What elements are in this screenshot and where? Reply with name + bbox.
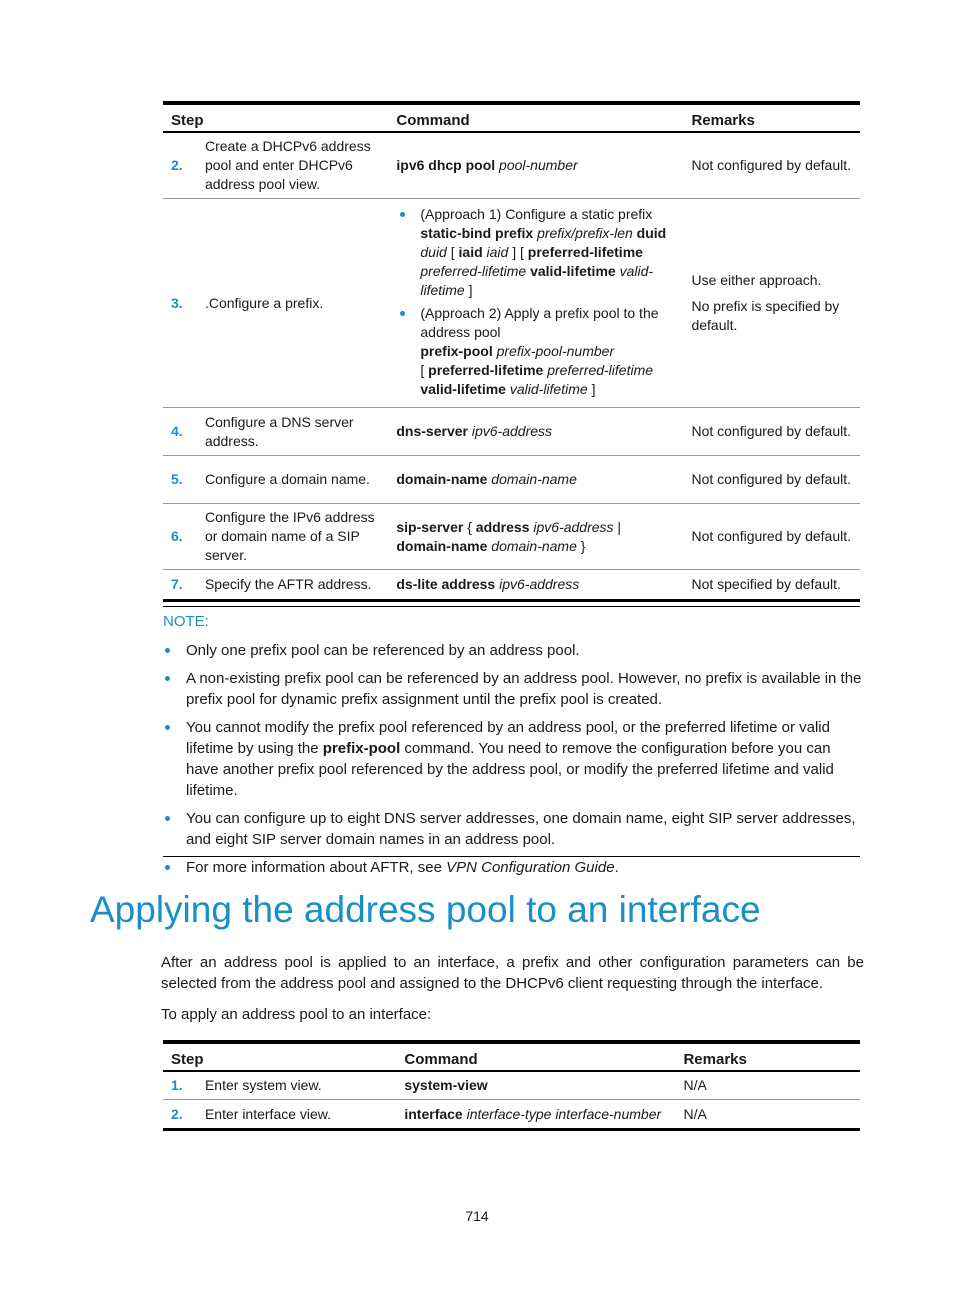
section-paragraph: After an address pool is applied to an interface, a prefix and other configuration parameters can be selected from the address pool and assigned to the DHCPv6 client requesting through the interface. bbox=[161, 954, 864, 992]
command-keyword: static-bind prefix bbox=[420, 225, 534, 241]
command-argument: prefix-pool-number bbox=[496, 343, 615, 359]
note-command: prefix-pool bbox=[322, 740, 401, 757]
command-bracket: ] bbox=[591, 381, 596, 397]
page-number: 714 bbox=[465, 1208, 489, 1224]
apply-pool-table bbox=[163, 1040, 860, 1131]
remarks-line: Use either approach. bbox=[691, 272, 822, 288]
table-row bbox=[163, 1100, 860, 1130]
command-argument: valid-lifetime bbox=[509, 381, 588, 397]
command-argument: ipv6-address bbox=[471, 423, 553, 439]
table-row bbox=[163, 1071, 860, 1100]
remarks-line: No prefix is specified by default. bbox=[691, 298, 840, 333]
step-number: 5. bbox=[163, 456, 197, 504]
command-keyword: sip-server bbox=[396, 518, 464, 535]
command-argument: prefix/prefix-len bbox=[537, 225, 633, 241]
approach-2-intro: (Approach 2) Apply a prefix pool to the address pool bbox=[420, 305, 659, 340]
note-item bbox=[163, 857, 863, 878]
step-description: Configure a domain name. bbox=[197, 456, 388, 504]
step-description: Enter interface view. bbox=[197, 1100, 396, 1130]
command-keyword: dns-server bbox=[396, 423, 468, 439]
command-keyword: iaid bbox=[458, 244, 483, 260]
note-bottom-rule bbox=[163, 856, 860, 857]
command-keyword: preferred-lifetime bbox=[527, 244, 643, 260]
command-bracket: { bbox=[467, 518, 472, 535]
command-argument: ipv6-address bbox=[533, 518, 614, 535]
step-description: Enter system view. bbox=[197, 1071, 396, 1100]
command-argument: preferred-lifetime bbox=[420, 263, 527, 279]
remarks-cell: Not configured by default. bbox=[683, 504, 860, 570]
note-item: A non-existing prefix pool can be referenced by an address pool. However, no prefix is available in the prefix pool for dynamic prefix assignment until the prefix pool is created. bbox=[163, 668, 863, 710]
table-row bbox=[163, 504, 860, 570]
remarks-cell: Not configured by default. bbox=[683, 408, 860, 456]
remarks-cell bbox=[683, 199, 860, 408]
note-label: NOTE: bbox=[163, 613, 209, 630]
command-keyword: valid-lifetime bbox=[420, 381, 506, 397]
note-text: command. You need to remove the configuration before you can have another prefix pool referenced by the address pool, or modify the preferred lifetime and valid lifetime. bbox=[186, 740, 834, 799]
step-number: 2. bbox=[163, 132, 197, 199]
step-description: Configure the IPv6 address or domain name of a SIP server. bbox=[197, 504, 388, 570]
command-argument: pool-number bbox=[499, 157, 578, 173]
command-bracket: [ bbox=[450, 244, 455, 260]
header-step: Step bbox=[163, 1042, 396, 1071]
command-bracket: | bbox=[617, 518, 622, 535]
approach-1-intro: (Approach 1) Configure a static prefix bbox=[420, 206, 653, 222]
note-text: For more information about AFTR, see bbox=[186, 859, 442, 876]
command-cell bbox=[388, 570, 683, 601]
command-keyword: valid-lifetime bbox=[530, 263, 616, 279]
step-number: 6. bbox=[163, 504, 197, 570]
command-cell bbox=[396, 1071, 675, 1100]
command-argument: domain-name bbox=[491, 537, 577, 554]
command-keyword: address bbox=[475, 518, 530, 535]
note-text: . bbox=[614, 859, 619, 876]
command-bracket: ] [ bbox=[512, 244, 524, 260]
command-bracket: } bbox=[580, 537, 586, 554]
command-argument: ipv6-address bbox=[499, 576, 580, 592]
table-row bbox=[163, 199, 860, 408]
command-cell bbox=[396, 1100, 675, 1130]
command-cell bbox=[388, 132, 683, 199]
command-argument: interface-type interface-number bbox=[466, 1105, 662, 1122]
header-step: Step bbox=[163, 103, 388, 132]
command-keyword: domain-name bbox=[396, 537, 488, 554]
command-bracket: [ bbox=[420, 362, 425, 378]
command-keyword: preferred-lifetime bbox=[428, 362, 544, 378]
note-list bbox=[163, 640, 863, 885]
command-argument: iaid bbox=[486, 244, 509, 260]
command-keyword: domain-name bbox=[396, 471, 488, 487]
note-item bbox=[163, 717, 863, 801]
note-item: Only one prefix pool can be referenced by an address pool. bbox=[163, 640, 863, 661]
command-cell bbox=[388, 199, 683, 408]
step-description: Create a DHCPv6 address pool and enter DHCPv6 address pool view. bbox=[197, 132, 388, 199]
step-number: 4. bbox=[163, 408, 197, 456]
note-top-rule bbox=[163, 606, 860, 607]
command-argument: preferred-lifetime bbox=[547, 362, 654, 378]
approach-2-item bbox=[396, 304, 675, 399]
note-reference: VPN Configuration Guide bbox=[446, 859, 615, 876]
step-description: Specify the AFTR address. bbox=[197, 570, 388, 601]
command-cell bbox=[388, 456, 683, 504]
table-row bbox=[163, 132, 860, 199]
command-cell bbox=[388, 504, 683, 570]
approach-list bbox=[396, 205, 675, 399]
header-command: Command bbox=[388, 103, 683, 132]
command-cell bbox=[388, 408, 683, 456]
section-heading: Applying the address pool to an interface bbox=[90, 889, 761, 930]
step-number: 1. bbox=[163, 1071, 197, 1100]
command-keyword: ds-lite address bbox=[396, 576, 496, 592]
command-keyword: ipv6 dhcp pool bbox=[396, 157, 496, 173]
table-header-row bbox=[163, 103, 860, 132]
step-number: 7. bbox=[163, 570, 197, 601]
approach-1-item bbox=[396, 205, 675, 300]
step-number: 2. bbox=[163, 1100, 197, 1130]
note-item: You can configure up to eight DNS server addresses, one domain name, eight SIP server addresses, and eight SIP server domain names in an address pool. bbox=[163, 808, 863, 850]
step-number: 3. bbox=[163, 199, 197, 408]
command-argument: duid bbox=[420, 244, 447, 260]
command-argument: domain-name bbox=[491, 471, 577, 487]
table-row bbox=[163, 408, 860, 456]
header-remarks: Remarks bbox=[675, 1042, 860, 1071]
step-description: Configure a DNS server address. bbox=[197, 408, 388, 456]
note-text: You cannot modify the prefix pool referenced by an address pool, or the preferred lifetime or valid lifetime by using the bbox=[186, 719, 830, 757]
table-row bbox=[163, 456, 860, 504]
table-header-row bbox=[163, 1042, 860, 1071]
step-description: .Configure a prefix. bbox=[197, 199, 388, 408]
header-command: Command bbox=[396, 1042, 675, 1071]
remarks-cell: Not configured by default. bbox=[683, 456, 860, 504]
remarks-cell: N/A bbox=[675, 1071, 860, 1100]
command-keyword: prefix-pool bbox=[420, 343, 493, 359]
command-bracket: ] bbox=[468, 282, 473, 298]
header-remarks: Remarks bbox=[683, 103, 860, 132]
table-row bbox=[163, 570, 860, 601]
command-keyword: system-view bbox=[404, 1077, 488, 1093]
remarks-cell: Not specified by default. bbox=[683, 570, 860, 601]
config-steps-table bbox=[163, 101, 860, 602]
remarks-cell: N/A bbox=[675, 1100, 860, 1130]
command-keyword: duid bbox=[636, 225, 667, 241]
remarks-cell: Not configured by default. bbox=[683, 132, 860, 199]
command-argument: valid-lifetime bbox=[420, 263, 654, 298]
command-keyword: interface bbox=[404, 1105, 463, 1122]
section-intro: To apply an address pool to an interface: bbox=[161, 1006, 432, 1023]
